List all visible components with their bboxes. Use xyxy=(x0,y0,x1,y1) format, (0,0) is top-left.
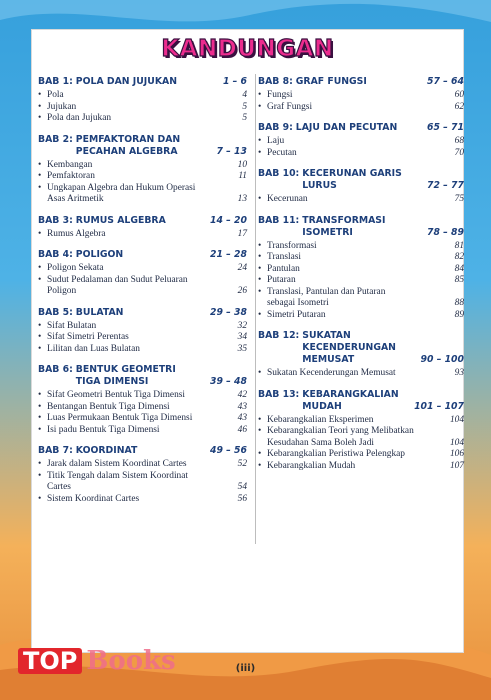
chapter-entry xyxy=(38,134,247,206)
chapter-number: BAB 8: xyxy=(258,76,293,87)
chapter-name: BENTUK GEOMETRI TIGA DIMENSI xyxy=(75,364,176,387)
chapter-entry xyxy=(258,168,464,206)
chapter-title xyxy=(38,364,176,388)
bullet-icon: • xyxy=(258,309,262,320)
chapter-name: LAJU DAN PECUTAN xyxy=(295,122,398,133)
bullet-icon: • xyxy=(258,90,262,100)
list-item-label: Jarak dalam Sistem Koordinat Cartes xyxy=(47,459,187,469)
list-item xyxy=(258,415,464,427)
bullet-icon: • xyxy=(258,252,262,262)
list-item-text xyxy=(258,136,284,148)
logo-books-text: Books xyxy=(86,646,176,676)
chapter-title xyxy=(258,330,417,366)
bullet-icon: • xyxy=(258,449,262,459)
chapter-page-range: 57 – 64 xyxy=(427,76,464,87)
list-item xyxy=(38,113,247,125)
list-item-text xyxy=(258,148,297,160)
list-item-label: Sifat Simetri Perentas xyxy=(47,332,129,342)
list-item xyxy=(38,229,247,241)
list-item-text xyxy=(38,332,129,344)
chapter-entry xyxy=(38,307,247,356)
chapter-page-range: 49 – 56 xyxy=(210,445,247,456)
list-item-label: Ungkapan Algebra dan Hukum Operasi Asas Aritmetik xyxy=(47,182,196,204)
list-item-text xyxy=(38,183,195,206)
list-item-page: 60 xyxy=(454,90,464,100)
chapter-heading xyxy=(38,76,247,88)
bullet-icon: • xyxy=(258,275,262,285)
list-item-text xyxy=(258,310,326,322)
chapter-page-range: 65 – 71 xyxy=(427,122,464,133)
list-item-label: Transformasi xyxy=(267,240,317,251)
list-item-label: Laju xyxy=(267,136,285,146)
bullet-icon: • xyxy=(258,263,262,274)
chapter-entry xyxy=(38,76,247,125)
list-item-label: Luas Permukaan Bentuk Tiga Dimensi xyxy=(47,413,193,423)
list-item-text xyxy=(258,241,317,253)
chapter-name: POLIGON xyxy=(75,249,124,260)
page-number: (iii) xyxy=(235,663,256,674)
list-item-text xyxy=(38,171,95,183)
list-item-label: Translasi, Pantulan dan Putaran sebagai Isometri xyxy=(267,286,386,308)
list-item xyxy=(38,413,247,425)
list-item-page: 17 xyxy=(237,228,247,239)
list-item-text xyxy=(38,471,188,494)
chapter-number: BAB 5: xyxy=(38,306,73,318)
list-item-text xyxy=(258,194,308,206)
bullet-icon: • xyxy=(258,147,262,158)
list-item-page: 93 xyxy=(454,368,464,378)
list-item-label: Titik Tengah dalam Sistem Koordinat Cartes xyxy=(47,470,189,492)
chapter-heading xyxy=(38,307,247,319)
chapter-number: BAB 4: xyxy=(38,249,73,260)
list-item-text xyxy=(258,102,312,114)
chapter-name: KOORDINAT xyxy=(75,445,138,456)
list-item-page: 52 xyxy=(237,459,247,469)
list-item-page: 5 xyxy=(242,113,247,123)
chapter-title xyxy=(258,215,385,239)
chapter-page-range: 29 – 38 xyxy=(210,306,247,318)
list-item-label: Isi padu Bentuk Tiga Dimensi xyxy=(47,424,160,435)
list-item xyxy=(38,425,247,437)
chapter-entry xyxy=(38,445,247,505)
bullet-icon: • xyxy=(258,101,262,112)
chapter-number: BAB 3: xyxy=(38,214,73,226)
bullet-icon: • xyxy=(258,460,262,471)
list-item-page: 75 xyxy=(454,194,464,204)
list-item xyxy=(38,459,247,471)
bullet-icon: • xyxy=(258,136,262,146)
chapter-heading xyxy=(38,445,247,457)
list-item-label: Pola dan Jujukan xyxy=(47,113,112,123)
list-item-label: Pantulan xyxy=(267,263,300,274)
list-item-text xyxy=(38,160,92,172)
list-item xyxy=(38,390,247,402)
chapter-entry xyxy=(258,330,464,380)
list-item-label: Kebarangkalian Peristiwa Pelengkap xyxy=(267,449,405,459)
list-item-page: 82 xyxy=(454,252,464,262)
bullet-icon: • xyxy=(38,182,42,193)
list-item-text xyxy=(38,425,160,437)
list-item-page: 81 xyxy=(454,240,464,251)
list-item-text xyxy=(258,275,296,287)
column-divider xyxy=(255,74,256,544)
list-item-text xyxy=(38,494,139,506)
list-item-page: 11 xyxy=(238,171,247,181)
chapter-number: BAB 1: xyxy=(38,76,73,87)
chapter-entry xyxy=(38,249,247,298)
chapter-heading xyxy=(38,249,247,261)
chapter-page-range: 90 – 100 xyxy=(420,354,464,365)
chapter-page-range: 7 – 13 xyxy=(216,145,247,157)
list-item-page: 68 xyxy=(454,136,464,146)
list-item-text xyxy=(258,368,396,380)
bullet-icon: • xyxy=(258,240,262,251)
list-item-label: Sifat Geometri Bentuk Tiga Dimensi xyxy=(47,390,186,400)
chapter-heading xyxy=(38,134,247,158)
list-item xyxy=(258,310,464,322)
list-item xyxy=(38,263,247,275)
list-item xyxy=(38,344,247,356)
list-item xyxy=(258,264,464,276)
list-item-label: Pecutan xyxy=(267,147,297,158)
chapter-name: KEBARANGKALIAN MUDAH xyxy=(302,388,399,412)
list-item-label: Bentangan Bentuk Tiga Dimensi xyxy=(47,401,170,412)
list-item-text xyxy=(38,263,104,275)
bullet-icon: • xyxy=(38,424,42,435)
bullet-icon: • xyxy=(38,90,42,100)
list-item-page: 62 xyxy=(454,101,464,112)
list-item-text xyxy=(258,287,385,310)
list-item xyxy=(38,171,247,183)
list-item-page: 54 xyxy=(237,482,247,492)
logo-top-text: TOP xyxy=(18,648,82,674)
list-item-label: Kecerunan xyxy=(267,194,308,204)
bullet-icon: • xyxy=(38,113,42,123)
chapter-entry xyxy=(258,76,464,113)
list-item-page: 13 xyxy=(237,194,247,204)
bullet-icon: • xyxy=(38,390,42,400)
bullet-icon: • xyxy=(38,159,42,170)
bullet-icon: • xyxy=(38,101,42,112)
list-item xyxy=(258,287,464,310)
chapter-name: GRAF FUNGSI xyxy=(295,76,367,87)
bullet-icon: • xyxy=(38,343,42,354)
chapter-entry xyxy=(258,389,464,473)
list-item xyxy=(258,426,464,449)
list-item-page: 70 xyxy=(454,147,464,158)
chapter-title xyxy=(258,76,367,88)
list-item xyxy=(258,449,464,461)
list-item xyxy=(258,136,464,148)
list-item-text xyxy=(38,402,170,414)
list-item-label: Translasi xyxy=(267,252,302,262)
bullet-icon: • xyxy=(38,401,42,412)
list-item-label: Rumus Algebra xyxy=(47,228,106,239)
list-item-page: 42 xyxy=(237,390,247,400)
list-item-text xyxy=(38,229,106,241)
list-item-text xyxy=(38,344,140,356)
chapter-number: BAB 10: xyxy=(258,168,300,179)
chapter-title xyxy=(258,168,402,192)
list-item-text xyxy=(38,275,188,298)
bullet-icon: • xyxy=(38,493,42,504)
chapter-number: BAB 11: xyxy=(258,214,300,226)
list-item-label: Sudut Pedalaman dan Sudut Peluaran Poligon xyxy=(47,274,188,296)
left-column xyxy=(38,76,247,514)
list-item-label: Kebarangkalian Mudah xyxy=(267,460,356,471)
list-item-label: Pemfaktoran xyxy=(47,171,95,181)
chapter-title xyxy=(258,122,397,134)
list-item-label: Lilitan dan Luas Bulatan xyxy=(47,343,140,354)
bullet-icon: • xyxy=(38,320,42,331)
chapter-heading xyxy=(38,215,247,227)
bullet-icon: • xyxy=(258,414,262,425)
list-item xyxy=(258,461,464,473)
list-item-label: Kembangan xyxy=(47,159,93,170)
bullet-icon: • xyxy=(38,263,42,273)
list-item xyxy=(38,160,247,172)
list-item xyxy=(258,368,464,380)
list-item-page: 32 xyxy=(237,320,247,331)
list-item-page: 24 xyxy=(237,263,247,273)
list-item xyxy=(258,102,464,114)
list-item xyxy=(258,148,464,160)
list-item-text xyxy=(258,264,300,276)
list-item-page: 85 xyxy=(454,275,464,285)
chapter-heading xyxy=(38,364,247,388)
list-item-page: 10 xyxy=(237,159,247,170)
list-item-label: Putaran xyxy=(267,275,296,285)
chapter-heading xyxy=(258,122,464,134)
list-item-page: 43 xyxy=(237,401,247,412)
list-item xyxy=(258,252,464,264)
list-item-label: Kebarangkalian Teori yang Melibatkan Kesudahan Sama Boleh Jadi xyxy=(267,426,414,448)
chapter-heading xyxy=(258,215,464,239)
list-item xyxy=(258,275,464,287)
list-item-text xyxy=(258,90,293,102)
list-item-text xyxy=(258,415,373,427)
list-item-text xyxy=(38,459,187,471)
chapter-number: BAB 9: xyxy=(258,122,293,133)
bullet-icon: • xyxy=(258,286,262,297)
list-item-label: Sifat Bulatan xyxy=(47,320,97,331)
list-item-text xyxy=(38,321,96,333)
list-item-text xyxy=(38,413,192,425)
list-item xyxy=(38,275,247,298)
chapter-entry xyxy=(258,215,464,322)
chapter-heading xyxy=(258,389,464,413)
list-item-text xyxy=(38,102,76,114)
chapter-title xyxy=(38,307,123,319)
bullet-icon: • xyxy=(38,171,42,181)
bullet-icon: • xyxy=(38,459,42,469)
page-title: KANDUNGAN xyxy=(161,36,334,62)
bullet-icon: • xyxy=(38,274,42,285)
list-item-page: 34 xyxy=(237,332,247,342)
list-item-page: 104 xyxy=(449,437,464,448)
chapter-page-range: 21 – 28 xyxy=(210,249,247,260)
chapter-number: BAB 13: xyxy=(258,388,300,400)
chapter-title xyxy=(38,445,137,457)
list-item xyxy=(38,471,247,494)
chapter-name: SUKATAN KECENDERUNGAN MEMUSAT xyxy=(302,330,396,365)
list-item xyxy=(38,494,247,506)
chapter-entry xyxy=(38,215,247,241)
list-item-text xyxy=(38,90,64,102)
chapter-name: TRANSFORMASI ISOMETRI xyxy=(302,214,386,238)
chapter-name: PEMFAKTORAN DAN PECAHAN ALGEBRA xyxy=(75,133,181,157)
contents-panel xyxy=(31,29,464,653)
list-item-page: 106 xyxy=(449,449,464,459)
bullet-icon: • xyxy=(38,332,42,342)
bullet-icon: • xyxy=(38,228,42,239)
list-item xyxy=(38,402,247,414)
list-item xyxy=(38,90,247,102)
list-item-text xyxy=(38,113,111,125)
bullet-icon: • xyxy=(258,368,262,378)
chapter-entry xyxy=(38,364,247,436)
list-item-text xyxy=(258,449,405,461)
chapter-title xyxy=(38,134,180,158)
chapter-number: BAB 12: xyxy=(258,330,300,341)
chapter-number: BAB 2: xyxy=(38,133,73,145)
list-item xyxy=(38,183,247,206)
list-item xyxy=(38,321,247,333)
list-item-page: 89 xyxy=(454,309,464,320)
list-item-page: 43 xyxy=(237,413,247,423)
chapter-page-range: 1 – 6 xyxy=(222,76,247,87)
list-item xyxy=(258,241,464,253)
chapter-name: BULATAN xyxy=(75,306,124,318)
list-item-label: Poligon Sekata xyxy=(47,263,104,273)
list-item-label: Jujukan xyxy=(47,101,77,112)
list-item-label: Graf Fungsi xyxy=(267,101,313,112)
list-item-page: 35 xyxy=(237,343,247,354)
chapter-entry xyxy=(258,122,464,159)
chapter-title xyxy=(38,249,123,261)
list-item-page: 5 xyxy=(242,101,247,112)
list-item-page: 104 xyxy=(449,414,464,425)
chapter-name: POLA DAN JUJUKAN xyxy=(75,76,177,87)
list-item-page: 84 xyxy=(454,263,464,274)
list-item xyxy=(258,90,464,102)
chapter-name: RUMUS ALGEBRA xyxy=(75,214,166,226)
chapter-page-range: 72 – 77 xyxy=(427,180,464,191)
list-item-label: Sukatan Kecenderungan Memusat xyxy=(267,368,396,378)
right-column xyxy=(258,76,464,481)
list-item-label: Fungsi xyxy=(267,90,293,100)
bullet-icon: • xyxy=(258,194,262,204)
list-item xyxy=(38,332,247,344)
list-item-label: Kebarangkalian Eksperimen xyxy=(267,414,374,425)
list-item-page: 107 xyxy=(449,460,464,471)
bullet-icon: • xyxy=(258,426,262,436)
chapter-name: KECERUNAN GARIS LURUS xyxy=(302,168,402,191)
list-item-page: 46 xyxy=(237,424,247,435)
chapter-heading xyxy=(258,330,464,366)
bullet-icon: • xyxy=(38,470,42,481)
chapter-page-range: 39 – 48 xyxy=(210,376,247,387)
list-item-page: 88 xyxy=(454,298,464,308)
list-item-text xyxy=(258,461,355,473)
chapter-page-range: 101 – 107 xyxy=(414,400,464,412)
chapter-heading xyxy=(258,168,464,192)
list-item-label: Simetri Putaran xyxy=(267,309,326,320)
chapter-title xyxy=(38,215,166,227)
list-item xyxy=(38,102,247,114)
list-item-text xyxy=(258,252,301,264)
list-item-text xyxy=(38,390,185,402)
list-item-label: Sistem Koordinat Cartes xyxy=(47,493,140,504)
list-item-text xyxy=(258,426,414,449)
bullet-icon: • xyxy=(38,413,42,423)
list-item-page: 26 xyxy=(237,286,247,296)
list-item-page: 56 xyxy=(237,493,247,504)
list-item-page: 4 xyxy=(242,90,247,100)
chapter-title xyxy=(258,389,399,413)
chapter-page-range: 78 – 89 xyxy=(427,226,464,238)
chapter-heading xyxy=(258,76,464,88)
chapter-number: BAB 7: xyxy=(38,445,73,456)
list-item xyxy=(258,194,464,206)
chapter-title xyxy=(38,76,177,88)
chapter-number: BAB 6: xyxy=(38,364,73,375)
list-item-label: Pola xyxy=(47,90,64,100)
chapter-page-range: 14 – 20 xyxy=(210,214,247,226)
